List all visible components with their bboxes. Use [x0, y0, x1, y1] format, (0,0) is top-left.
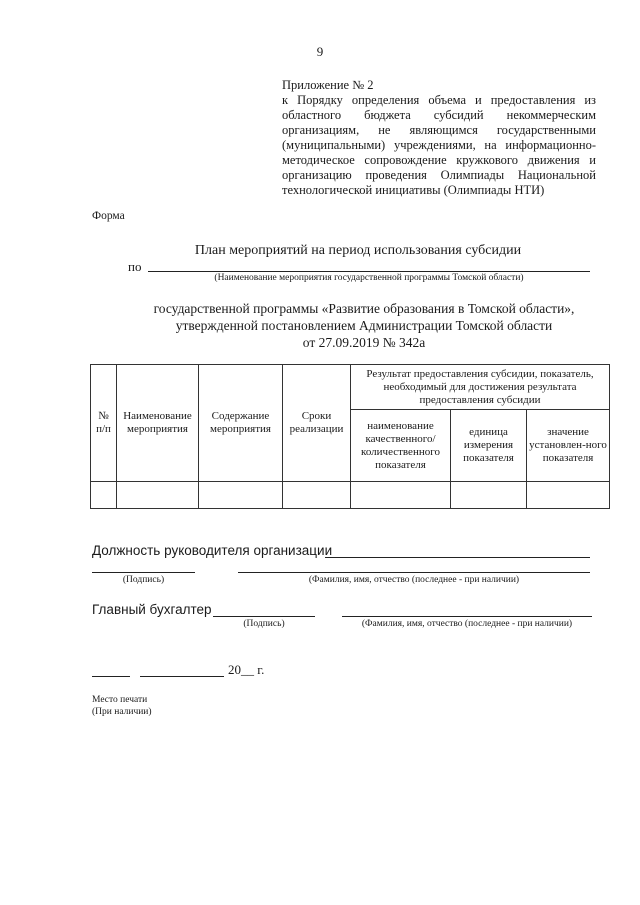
stamp-note: [92, 694, 152, 718]
director-fio-caption: (Фамилия, имя, отчество (последнее - при наличии): [308, 575, 520, 585]
date-month-line[interactable]: [140, 676, 224, 677]
event-name-line[interactable]: [148, 271, 590, 272]
header-event-name: Наименование мероприятия: [117, 365, 199, 482]
appendix-block: [282, 78, 596, 198]
director-label: Должность руководителя организации: [92, 543, 333, 558]
table-row: [91, 482, 610, 509]
accountant-signature-caption: (Подпись): [243, 619, 285, 629]
stamp-line-2: (При наличии): [92, 707, 152, 717]
cell-content[interactable]: [199, 482, 283, 509]
header-num: № п/п: [91, 365, 117, 482]
accountant-signature-line[interactable]: [213, 616, 315, 617]
director-signature-line[interactable]: [92, 572, 195, 573]
director-signature-caption: (Подпись): [122, 575, 165, 585]
header-result: Результат предоставления субсидии, показатель, необходимый для достижения результата предоставления субсидии: [351, 365, 610, 410]
date-year-label: 20__ г.: [228, 662, 265, 677]
cell-num[interactable]: [91, 482, 117, 509]
director-fio-line[interactable]: [238, 572, 590, 573]
plan-table: [90, 364, 610, 509]
stamp-line-1: Место печати: [92, 695, 148, 705]
page-number: 9: [316, 44, 324, 59]
form-label: Форма: [92, 210, 125, 222]
cell-indicator-name[interactable]: [351, 482, 451, 509]
cell-unit[interactable]: [451, 482, 527, 509]
program-reference: [92, 300, 636, 351]
header-terms: Сроки реализации: [283, 365, 351, 482]
program-line-1: государственной программы «Развитие образования в Томской области»,: [153, 301, 575, 316]
event-name-caption: (Наименование мероприятия государственной программы Томской области): [214, 273, 524, 283]
accountant-label: Главный бухгалтер: [92, 602, 212, 617]
program-line-2: утвержденной постановлением Администрации Томской области: [175, 318, 553, 333]
cell-terms[interactable]: [283, 482, 351, 509]
po-label: по: [128, 259, 142, 274]
header-value: значение установлен-ного показателя: [527, 410, 610, 482]
accountant-fio-caption: (Фамилия, имя, отчество (последнее - при наличии): [361, 619, 573, 629]
date-day-line[interactable]: [92, 676, 130, 677]
cell-value[interactable]: [527, 482, 610, 509]
appendix-title: Приложение № 2: [282, 78, 374, 92]
header-content: Содержание мероприятия: [199, 365, 283, 482]
header-indicator-name: наименование качественного/ количественного показателя: [351, 410, 451, 482]
program-line-3: от 27.09.2019 № 342а: [302, 335, 426, 350]
plan-title: План мероприятий на период использования субсидии: [194, 243, 522, 258]
accountant-fio-line[interactable]: [342, 616, 592, 617]
header-unit: единица измерения показателя: [451, 410, 527, 482]
cell-event-name[interactable]: [117, 482, 199, 509]
director-position-line[interactable]: [325, 557, 590, 558]
appendix-body: к Порядку определения объема и предоставления из областного бюджета субсидий некоммерческим организациям, не являющимся государственными (муниципальными) учреждениями, на информационно-методическое сопровождение кружкового движения и организацию проведения Олимпиады Национальной технологической инициативы (Олимпиады НТИ): [282, 93, 596, 197]
